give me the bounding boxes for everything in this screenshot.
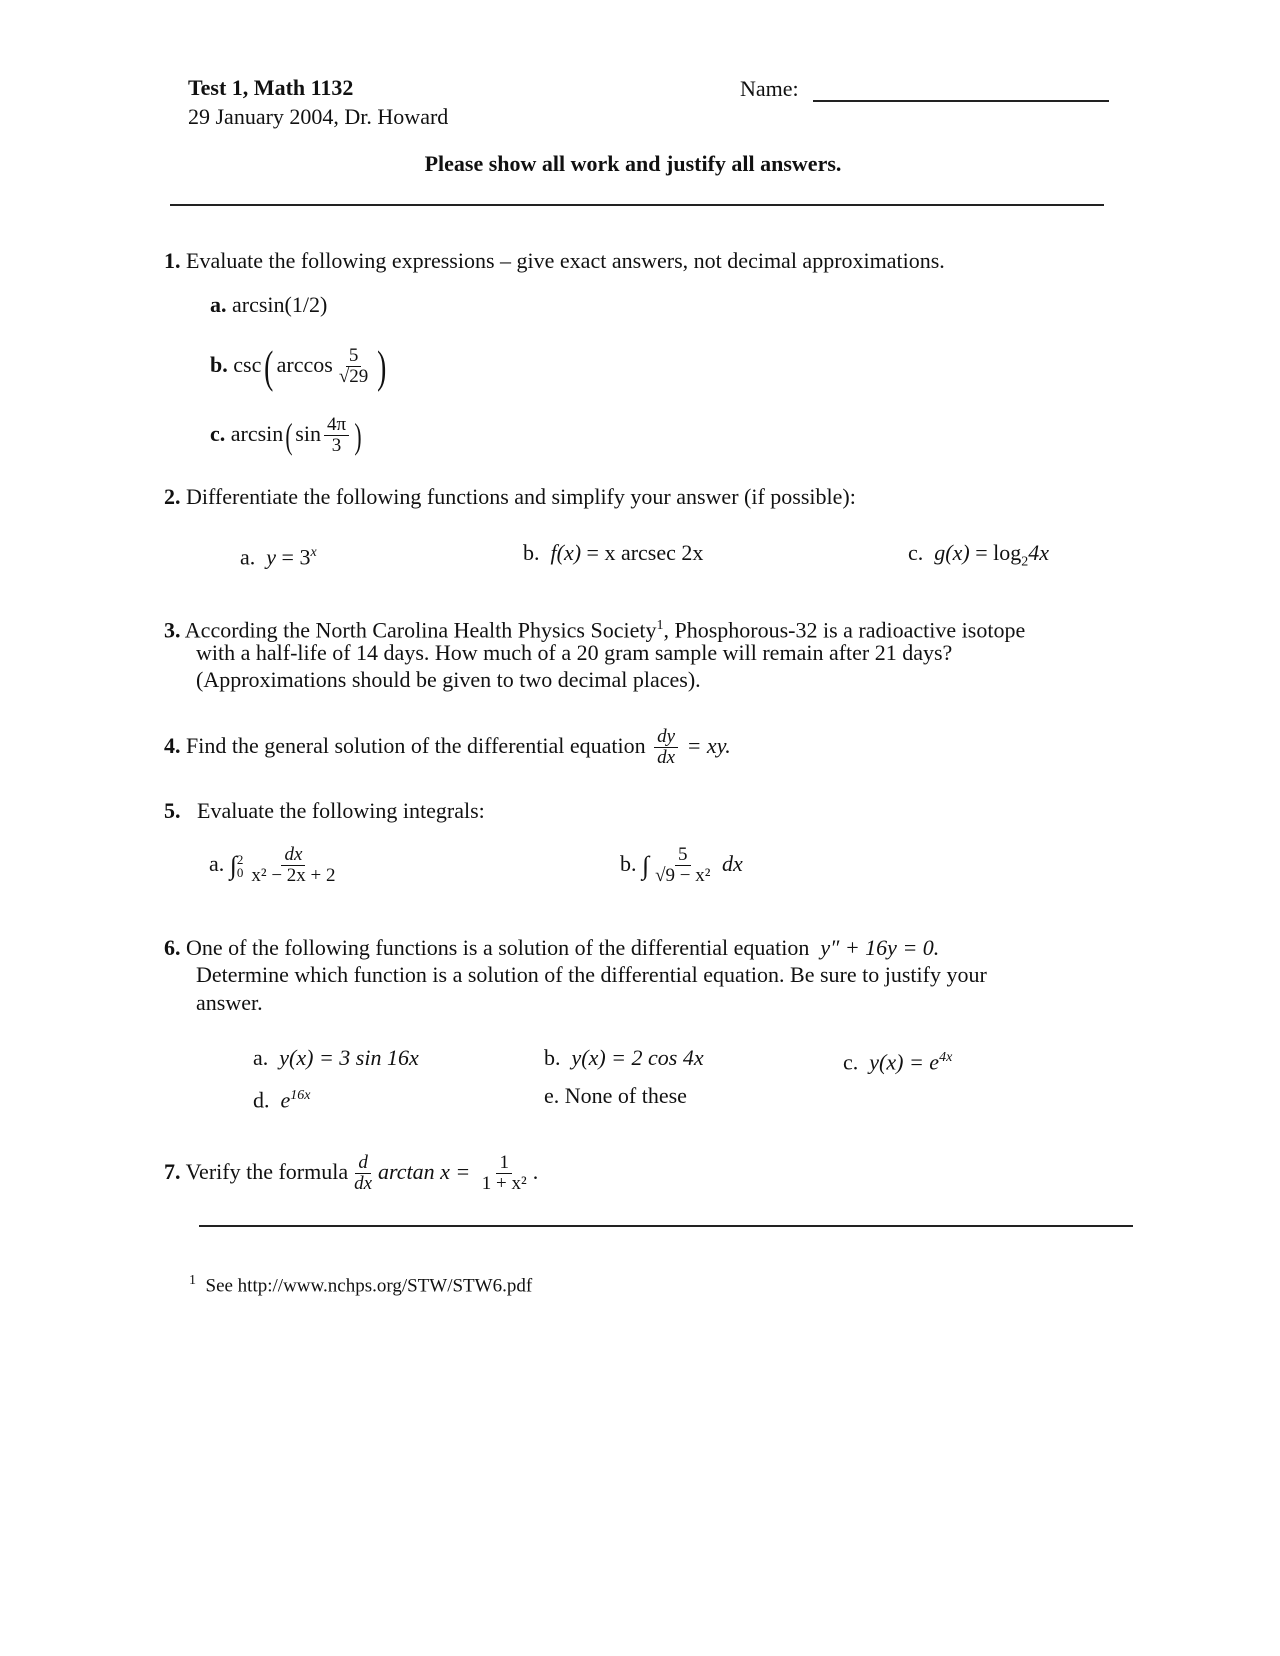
- test-date: 29 January 2004, Dr. Howard: [188, 104, 449, 129]
- footnote-text: See http://www.nchps.org/STW/STW6.pdf: [205, 1275, 533, 1297]
- question-number: 1.: [164, 248, 181, 273]
- integral-sign: ∫: [229, 850, 237, 880]
- part-label: c.: [210, 421, 226, 446]
- q1-part-c: c. arcsin( sin $\frac{4\pi}{3}$ ): [210, 414, 362, 457]
- expression: arcsin(1/2): [232, 292, 328, 317]
- question-3-line-2: with a half-life of 14 days. How much of a 20 gram sample will remain after 21 days?: [196, 640, 953, 665]
- part-label: b.: [210, 352, 228, 377]
- q6-option-b: b. y(x) = 2 cos 4x: [544, 1045, 704, 1070]
- integrand: $\frac{5}{\text{√9 − x²}}$: [655, 844, 711, 887]
- question-text: Differentiate the following functions and simplify your answer (if possible):: [186, 484, 856, 509]
- footnote-divider: [199, 1225, 1133, 1227]
- footnote-mark: 1: [189, 1273, 196, 1288]
- question-2: [164, 484, 856, 510]
- test-title: Test 1, Math 1132: [188, 75, 354, 100]
- instructions: Please show all work and justify all answers.: [424, 151, 842, 176]
- question-3-line-3: (Approximations should be given to two decimal places).: [196, 667, 701, 692]
- q1-part-a: [210, 292, 327, 318]
- question-number: 7.: [164, 1159, 181, 1184]
- q6-option-d: d. $e^{16x}$: [253, 1087, 311, 1113]
- footnote-reference: 1: [656, 618, 664, 633]
- q2-part-b: b. f(x) = x arcsec 2x: [523, 540, 704, 565]
- question-1: [164, 248, 945, 274]
- part-label: a.: [210, 292, 227, 317]
- q2-part-c: c. $g(x) = \log_24x$: [908, 540, 1049, 570]
- fraction: $\frac{5}{√29}$: [338, 345, 369, 388]
- question-number: 5.: [164, 798, 181, 823]
- question-number: 3.: [164, 617, 181, 643]
- function-name: arcsin: [230, 421, 284, 446]
- header-divider: [170, 204, 1104, 206]
- question-number: 2.: [164, 484, 181, 509]
- question-6-line-3: answer.: [196, 990, 263, 1015]
- question-7: 7. Verify the formula $\frac{d}{dx}$ arctan x = $\frac{1}{\text{1 + x²}}$ .: [164, 1152, 539, 1195]
- integral-sign: ∫: [642, 850, 650, 880]
- q5-part-a: a. ∫ 2 0 $\frac{dx}{\text{x² − 2x + 2}}$: [209, 842, 342, 888]
- result-fraction: $\frac{1}{\text{1 + x²}}$: [481, 1152, 527, 1195]
- function-name: csc: [233, 352, 262, 377]
- q6-option-c: c. $y(x) = e^{4x}$: [843, 1049, 953, 1075]
- footnote: [189, 1268, 532, 1299]
- q6-option-a: a. y(x) = 3 sin 16x: [253, 1045, 419, 1070]
- question-4: 4. Find the general solution of the differential equation $\frac{dy}{dx}$ = xy.: [164, 726, 731, 769]
- question-number: 6.: [164, 935, 181, 960]
- q1-part-b: b. csc( arccos $\frac{5}{√29}$ ): [210, 340, 387, 392]
- question-text: Evaluate the following expressions – give exact answers, not decimal approximations.: [186, 248, 945, 273]
- integrand: $\frac{dx}{\text{x² − 2x + 2}}$: [251, 844, 336, 887]
- question-6-line-2: Determine which function is a solution of the differential equation. Be sure to justify your: [196, 962, 987, 987]
- q5-part-b: b. ∫ $\frac{5}{\text{√9 − x²}}$ dx: [620, 844, 743, 887]
- derivative-operator: $\frac{d}{dx}$: [354, 1152, 373, 1195]
- derivative-fraction: $\frac{dy}{dx}$: [654, 727, 678, 768]
- question-3: 3. According the North Carolina Health Physics Society$^1$, Phosphorous-32 is a radioactive isotope: [164, 617, 1026, 643]
- name-label: Name:: [740, 76, 799, 101]
- q6-option-e: e. None of these: [544, 1083, 687, 1108]
- inner-function: sin: [295, 421, 321, 446]
- question-5: 5. Evaluate the following integrals:: [164, 798, 485, 823]
- q2-part-a: a. $y = 3^x$: [240, 544, 317, 570]
- name-blank-line: [813, 100, 1109, 102]
- inner-function: arccos: [276, 352, 333, 377]
- question-6: 6. One of the following functions is a solution of the differential equation y″ + 16y = 0.: [164, 935, 940, 960]
- fraction: $\frac{4\pi}{3}$: [324, 415, 349, 456]
- question-number: 4.: [164, 733, 181, 758]
